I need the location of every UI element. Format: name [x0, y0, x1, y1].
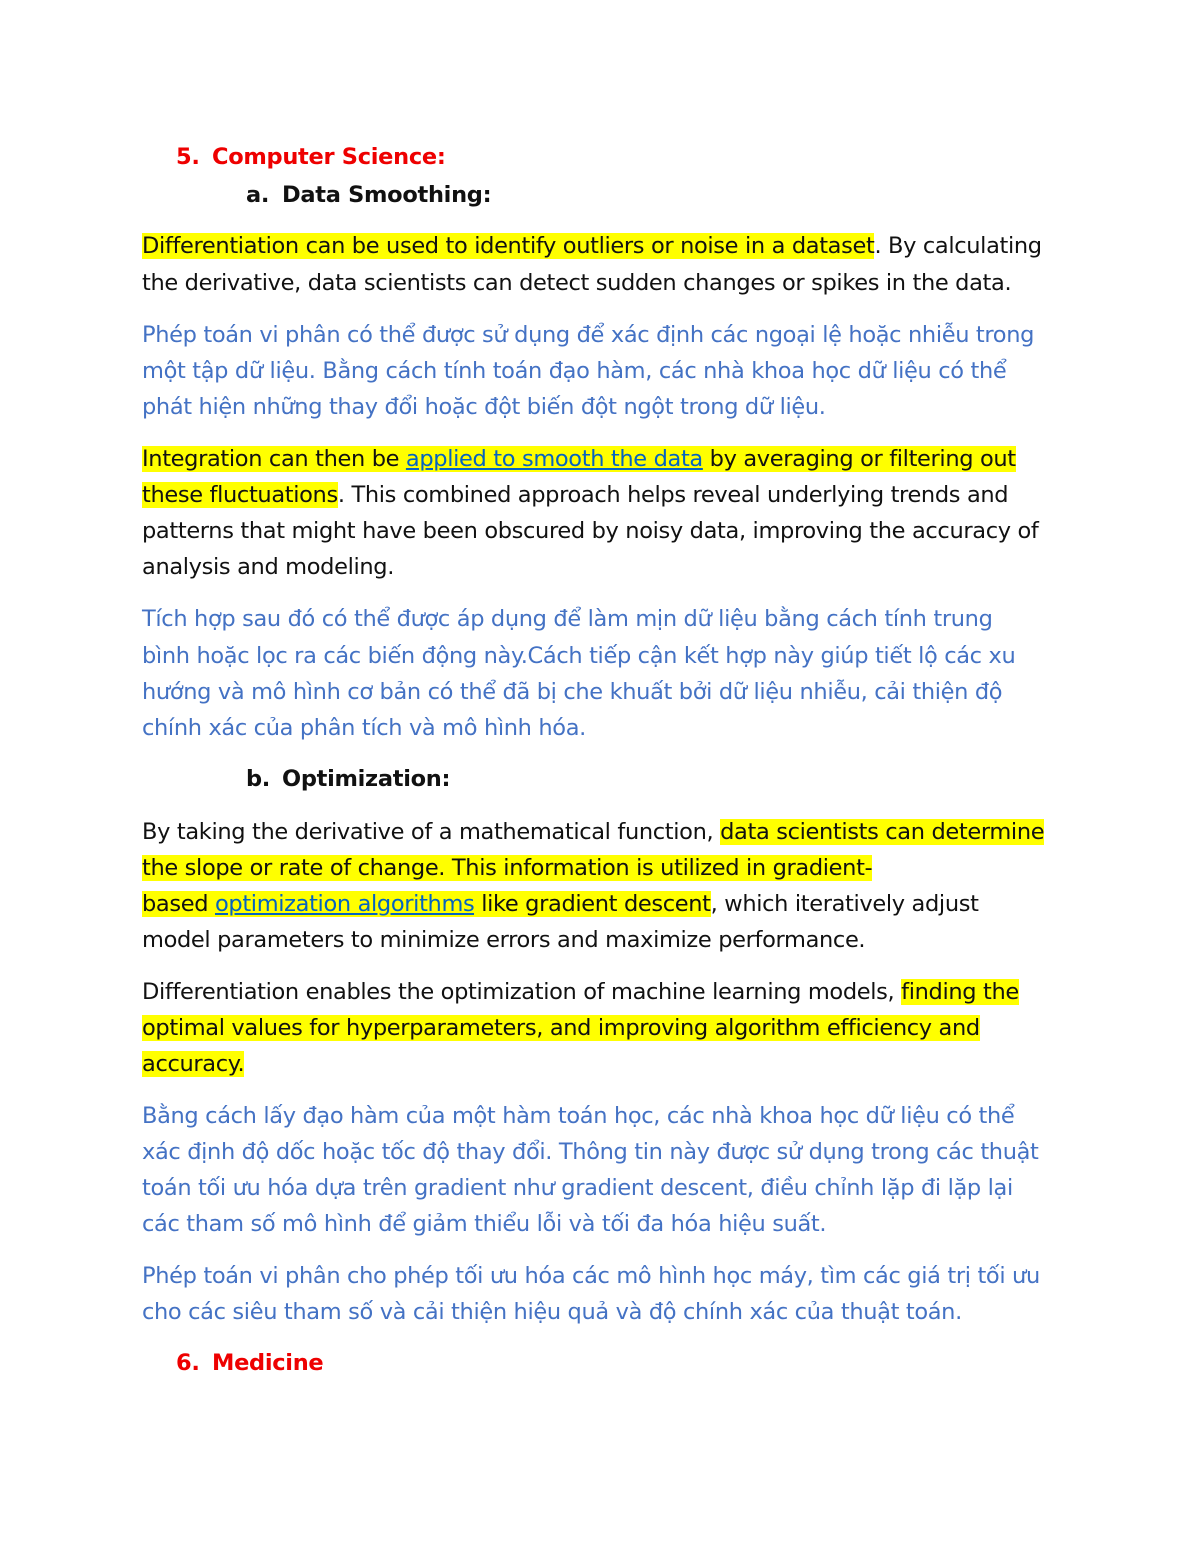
- p4-line-2: [142, 1010, 980, 1046]
- p3-highlight-4: like gradient descent: [474, 891, 711, 917]
- section-6-number: 6.: [176, 1350, 200, 1376]
- p2-vi-line-2: bình hoặc lọc ra các biến động này.Cách tiếp cận kết hợp này giúp tiết lộ các xu: [142, 643, 1016, 669]
- p2-vi-line-4: chính xác của phân tích và mô hình hóa.: [142, 715, 586, 741]
- section-6-title: Medicine: [212, 1350, 324, 1376]
- p1-line-2: the derivative, data scientists can detect sudden changes or spikes in the data.: [142, 270, 1012, 296]
- p3-highlight-3: based: [142, 891, 215, 917]
- p3-line-3: [142, 886, 979, 922]
- p4-line-1: [142, 974, 1019, 1010]
- p3-vi-line-1: Bằng cách lấy đạo hàm của một hàm toán học, các nhà khoa học dữ liệu có thể: [142, 1103, 1015, 1129]
- p1-vi-line-2: một tập dữ liệu. Bằng cách tính toán đạo hàm, các nhà khoa học dữ liệu có thể: [142, 358, 1007, 384]
- p4-highlight-1: finding the: [901, 979, 1019, 1005]
- p4-highlight-2: optimal values for hyperparameters, and improving algorithm efficiency and: [142, 1015, 980, 1041]
- p1-vi-line-1: Phép toán vi phân có thể được sử dụng để xác định các ngoại lệ hoặc nhiễu trong: [142, 322, 1035, 348]
- smooth-data-link[interactable]: applied to smooth the data: [405, 446, 703, 472]
- p4-vi-line-2: cho các siêu tham số và cải thiện hiệu quả và độ chính xác của thuật toán.: [142, 1299, 962, 1325]
- p3-line-2: [142, 850, 872, 886]
- p2-line-2-rest: . This combined approach helps reveal underlying trends and: [337, 482, 1009, 508]
- p2-line-1: [142, 441, 1016, 477]
- p2-line-2: [142, 477, 1008, 513]
- section-5-number: 5.: [176, 144, 200, 170]
- p1-line-1: [142, 228, 1042, 264]
- subsection-b-letter: b.: [246, 766, 271, 792]
- p3-vi-line-3: toán tối ưu hóa dựa trên gradient như gradient descent, điều chỉnh lặp đi lặp lại: [142, 1175, 1013, 1201]
- p3-highlight-2: the slope or rate of change. This information is utilized in gradient-: [142, 855, 873, 881]
- subsection-b-title: Optimization:: [282, 766, 451, 792]
- subsection-b-heading: [246, 766, 450, 792]
- p2-highlight-3: these fluctuations: [142, 482, 338, 508]
- p2-highlight-1: Integration can then be: [142, 446, 406, 472]
- subsection-a-letter: a.: [246, 182, 270, 208]
- optimization-algorithms-link[interactable]: optimization algorithms: [214, 891, 475, 917]
- p4-highlight-3: accuracy.: [142, 1051, 245, 1077]
- p3-line-1-plain: By taking the derivative of a mathematical function,: [142, 819, 721, 845]
- p3-highlight-1: data scientists can determine: [720, 819, 1045, 845]
- p2-line-3: patterns that might have been obscured by noisy data, improving the accuracy of: [142, 518, 1039, 544]
- section-6-heading: [176, 1350, 323, 1376]
- subsection-a-title: Data Smoothing:: [282, 182, 492, 208]
- p3-line-3-rest: , which iteratively adjust: [710, 891, 979, 917]
- p2-line-4: analysis and modeling.: [142, 554, 395, 580]
- section-5-heading: [176, 144, 446, 170]
- p1-highlight: Differentiation can be used to identify outliers or noise in a dataset: [142, 233, 875, 259]
- p3-vi-line-2: xác định độ dốc hoặc tốc độ thay đổi. Thông tin này được sử dụng trong các thuật: [142, 1139, 1039, 1165]
- section-5-title: Computer Science:: [212, 144, 446, 170]
- p1-line-1-rest: . By calculating: [874, 233, 1042, 259]
- subsection-a-heading: [246, 182, 491, 208]
- p1-vi-line-3: phát hiện những thay đổi hoặc đột biến đột ngột trong dữ liệu.: [142, 394, 826, 420]
- p2-vi-line-3: hướng và mô hình cơ bản có thể đã bị che khuất bởi dữ liệu nhiễu, cải thiện độ: [142, 679, 1003, 705]
- p3-vi-line-4: các tham số mô hình để giảm thiểu lỗi và tối đa hóa hiệu suất.: [142, 1211, 827, 1237]
- p2-highlight-2: by averaging or filtering out: [702, 446, 1016, 472]
- p4-vi-line-1: Phép toán vi phân cho phép tối ưu hóa các mô hình học máy, tìm các giá trị tối ưu: [142, 1263, 1040, 1289]
- p4-line-3: [142, 1046, 244, 1082]
- p3-line-4: model parameters to minimize errors and maximize performance.: [142, 927, 866, 953]
- p2-vi-line-1: Tích hợp sau đó có thể được áp dụng để làm mịn dữ liệu bằng cách tính trung: [142, 606, 993, 632]
- p4-line-1-plain: Differentiation enables the optimization of machine learning models,: [142, 979, 902, 1005]
- p3-line-1: [142, 814, 1044, 850]
